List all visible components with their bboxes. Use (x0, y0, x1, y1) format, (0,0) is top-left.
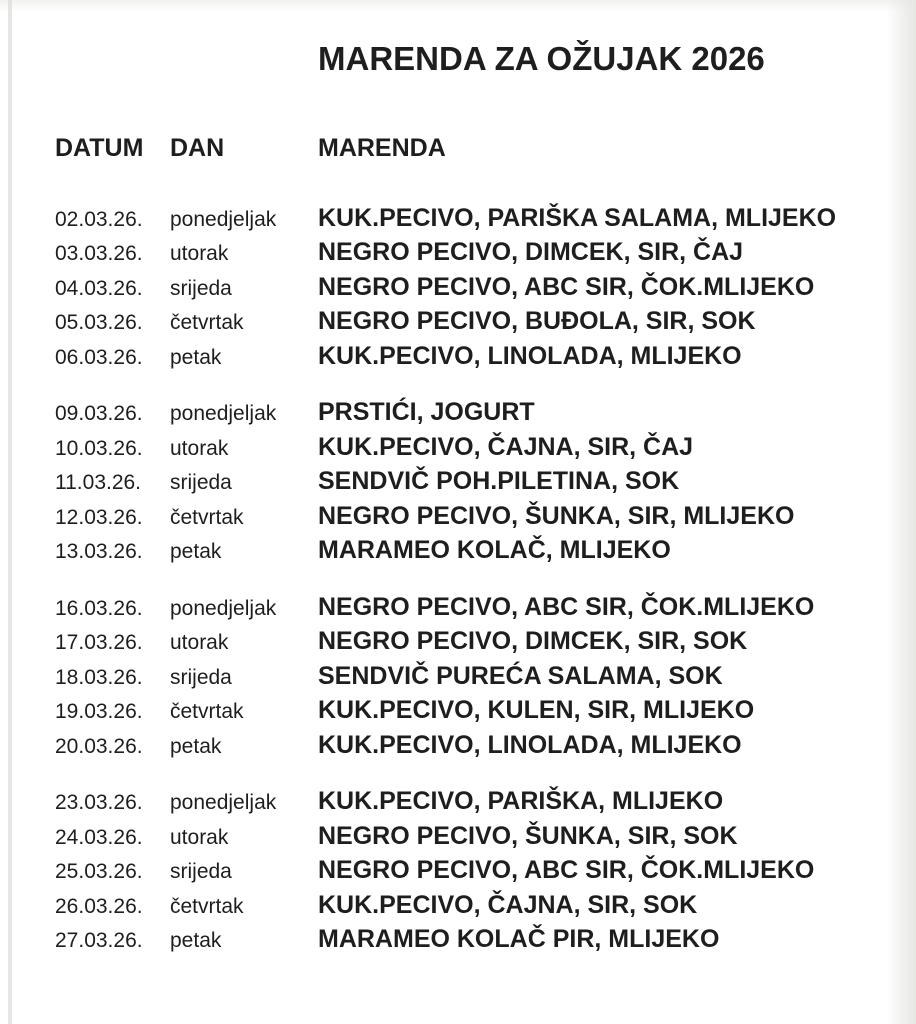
date-cell: 03.03.26. (55, 242, 143, 265)
page-edge-left (8, 0, 12, 1024)
date-cell: 17.03.26. (55, 631, 143, 654)
date-cell: 19.03.26. (55, 700, 143, 723)
day-cell: petak (170, 540, 222, 563)
day-cell: srijeda (170, 471, 232, 494)
table-row (55, 785, 882, 820)
day-cell: utorak (170, 631, 229, 654)
day-cell: četvrtak (170, 894, 244, 918)
day-cell: četvrtak (170, 505, 244, 529)
day-cell: ponedjeljak (170, 791, 277, 814)
menu-table (55, 132, 882, 958)
date-cell: 04.03.26. (55, 276, 143, 300)
date-cell: 26.03.26. (55, 894, 143, 918)
day-cell: petak (170, 345, 222, 369)
table-row (55, 431, 882, 466)
menu-cell: NEGRO PECIVO, ŠUNKA, SIR, SOK (318, 821, 738, 850)
column-header-datum: DATUM (55, 134, 144, 162)
menu-cell: NEGRO PECIVO, DIMCEK, SIR, ČAJ (318, 238, 744, 266)
document-content (55, 40, 882, 958)
day-cell: utorak (170, 825, 229, 849)
day-cell: srijeda (170, 665, 232, 689)
menu-cell: NEGRO PECIVO, DIMCEK, SIR, SOK (318, 627, 748, 655)
date-cell: 02.03.26. (55, 207, 143, 231)
date-cell: 24.03.26. (55, 825, 143, 849)
table-row (55, 923, 882, 958)
menu-cell: NEGRO PECIVO, ABC SIR, ČOK.MLIJEKO (318, 856, 815, 884)
date-cell: 10.03.26. (55, 436, 143, 460)
date-cell: 27.03.26. (55, 929, 143, 952)
menu-cell: KUK.PECIVO, ČAJNA, SIR, ČAJ (318, 432, 694, 461)
menu-cell: KUK.PECIVO, PARIŠKA SALAMA, MLIJEKO (318, 203, 837, 232)
day-cell: ponedjeljak (170, 207, 277, 231)
table-header-row (55, 132, 882, 166)
menu-cell: KUK.PECIVO, KULEN, SIR, MLIJEKO (318, 696, 755, 724)
menu-cell: NEGRO PECIVO, ABC SIR, ČOK.MLIJEKO (318, 272, 815, 301)
date-cell: 12.03.26. (55, 505, 143, 529)
date-cell: 09.03.26. (55, 402, 143, 425)
table-row (55, 820, 882, 855)
menu-cell: NEGRO PECIVO, BUĐOLA, SIR, SOK (318, 307, 756, 335)
menu-cell: MARAMEO KOLAČ, MLIJEKO (318, 536, 671, 564)
day-cell: srijeda (170, 276, 232, 300)
menu-cell: KUK.PECIVO, PARIŠKA, MLIJEKO (318, 787, 724, 815)
day-cell: petak (170, 734, 222, 758)
date-cell: 23.03.26. (55, 791, 143, 814)
table-row (55, 889, 882, 924)
date-cell: 18.03.26. (55, 665, 143, 689)
table-row (55, 534, 882, 569)
date-cell: 11.03.26. (55, 471, 142, 494)
date-cell: 06.03.26. (55, 345, 143, 369)
week-group-4 (55, 785, 882, 958)
day-cell: ponedjeljak (170, 596, 277, 620)
day-cell: ponedjeljak (170, 402, 277, 425)
date-cell: 16.03.26. (55, 596, 143, 620)
menu-cell: SENDVIČ PUREĆA SALAMA, SOK (318, 661, 723, 690)
table-row (55, 396, 882, 431)
table-row (55, 271, 882, 306)
day-cell: petak (170, 929, 222, 952)
table-row (55, 465, 882, 500)
week-group-1 (55, 202, 882, 375)
table-row (55, 660, 882, 695)
table-row (55, 625, 882, 660)
menu-cell: NEGRO PECIVO, ABC SIR, ČOK.MLIJEKO (318, 592, 815, 621)
menu-cell: KUK.PECIVO, LINOLADA, MLIJEKO (318, 341, 742, 370)
day-cell: četvrtak (170, 700, 244, 723)
table-row (55, 305, 882, 340)
table-row (55, 729, 882, 764)
date-cell: 25.03.26. (55, 860, 143, 883)
column-header-marenda: MARENDA (318, 134, 446, 162)
day-cell: utorak (170, 242, 229, 265)
menu-cell: MARAMEO KOLAČ PIR, MLIJEKO (318, 925, 720, 953)
date-cell: 13.03.26. (55, 540, 143, 563)
day-cell: utorak (170, 436, 229, 460)
column-header-dan: DAN (170, 134, 225, 162)
menu-cell: KUK.PECIVO, ČAJNA, SIR, SOK (318, 890, 698, 919)
menu-cell: KUK.PECIVO, LINOLADA, MLIJEKO (318, 730, 742, 759)
table-row (55, 591, 882, 626)
table-row (55, 236, 882, 271)
page-edge-right (886, 0, 916, 1024)
menu-cell: SENDVIČ POH.PILETINA, SOK (318, 467, 680, 495)
date-cell: 20.03.26. (55, 734, 143, 758)
table-row (55, 340, 882, 375)
table-row (55, 202, 882, 237)
page-title: MARENDA ZA OŽUJAK 2026 (318, 40, 765, 77)
menu-cell: PRSTIĆI, JOGURT (318, 398, 535, 426)
day-cell: srijeda (170, 860, 232, 883)
week-group-3 (55, 591, 882, 764)
table-row (55, 500, 882, 535)
day-cell: četvrtak (170, 311, 244, 334)
week-group-2 (55, 396, 882, 569)
menu-cell: NEGRO PECIVO, ŠUNKA, SIR, MLIJEKO (318, 501, 795, 530)
date-cell: 05.03.26. (55, 311, 143, 334)
table-row (55, 694, 882, 729)
table-row (55, 854, 882, 889)
page-edge-top (0, 0, 916, 12)
